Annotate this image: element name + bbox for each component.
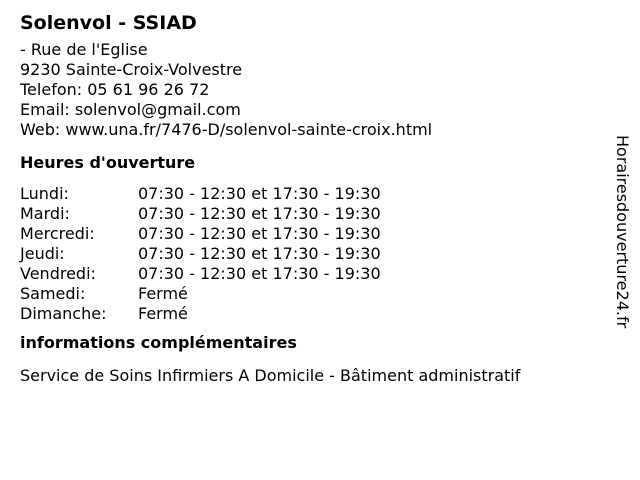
hours-row-sunday	[20, 304, 600, 324]
time-value: 07:30 - 12:30 et 17:30 - 19:30	[138, 184, 381, 203]
site-watermark: Horairesdouverture24.fr	[613, 135, 632, 329]
business-card	[20, 10, 600, 386]
email-line: Email: solenvol@gmail.com	[20, 100, 241, 119]
day-label: Lundi:	[20, 184, 69, 203]
hours-heading: Heures d'ouverture	[20, 153, 196, 172]
day-label: Dimanche:	[20, 304, 107, 323]
day-label: Mercredi:	[20, 224, 95, 243]
time-value: Fermé	[138, 284, 188, 303]
hours-row-tuesday	[20, 204, 600, 224]
day-label: Mardi:	[20, 204, 70, 223]
day-label: Jeudi:	[20, 244, 65, 263]
business-title: Solenvol - SSIAD	[20, 12, 197, 34]
time-value: 07:30 - 12:30 et 17:30 - 19:30	[138, 264, 381, 283]
phone-line: Telefon: 05 61 96 26 72	[20, 80, 210, 99]
hours-row-wednesday	[20, 224, 600, 244]
time-value: 07:30 - 12:30 et 17:30 - 19:30	[138, 224, 381, 243]
day-label: Vendredi:	[20, 264, 96, 283]
time-value: 07:30 - 12:30 et 17:30 - 19:30	[138, 204, 381, 223]
hours-row-thursday	[20, 244, 600, 264]
web-line: Web: www.una.fr/7476-D/solenvol-sainte-croix.html	[20, 120, 433, 139]
address-block	[20, 40, 600, 140]
time-value: 07:30 - 12:30 et 17:30 - 19:30	[138, 244, 381, 263]
street-line: - Rue de l'Eglise	[20, 40, 148, 59]
hours-row-monday	[20, 184, 600, 204]
info-heading: informations complémentaires	[20, 333, 297, 352]
info-text: Service de Soins Infirmiers A Domicile - Bâtiment administratif	[20, 366, 521, 385]
hours-row-friday	[20, 264, 600, 284]
hours-row-saturday	[20, 284, 600, 304]
hours-table	[20, 184, 600, 324]
day-label: Samedi:	[20, 284, 86, 303]
city-line: 9230 Sainte-Croix-Volvestre	[20, 60, 243, 79]
time-value: Fermé	[138, 304, 188, 323]
